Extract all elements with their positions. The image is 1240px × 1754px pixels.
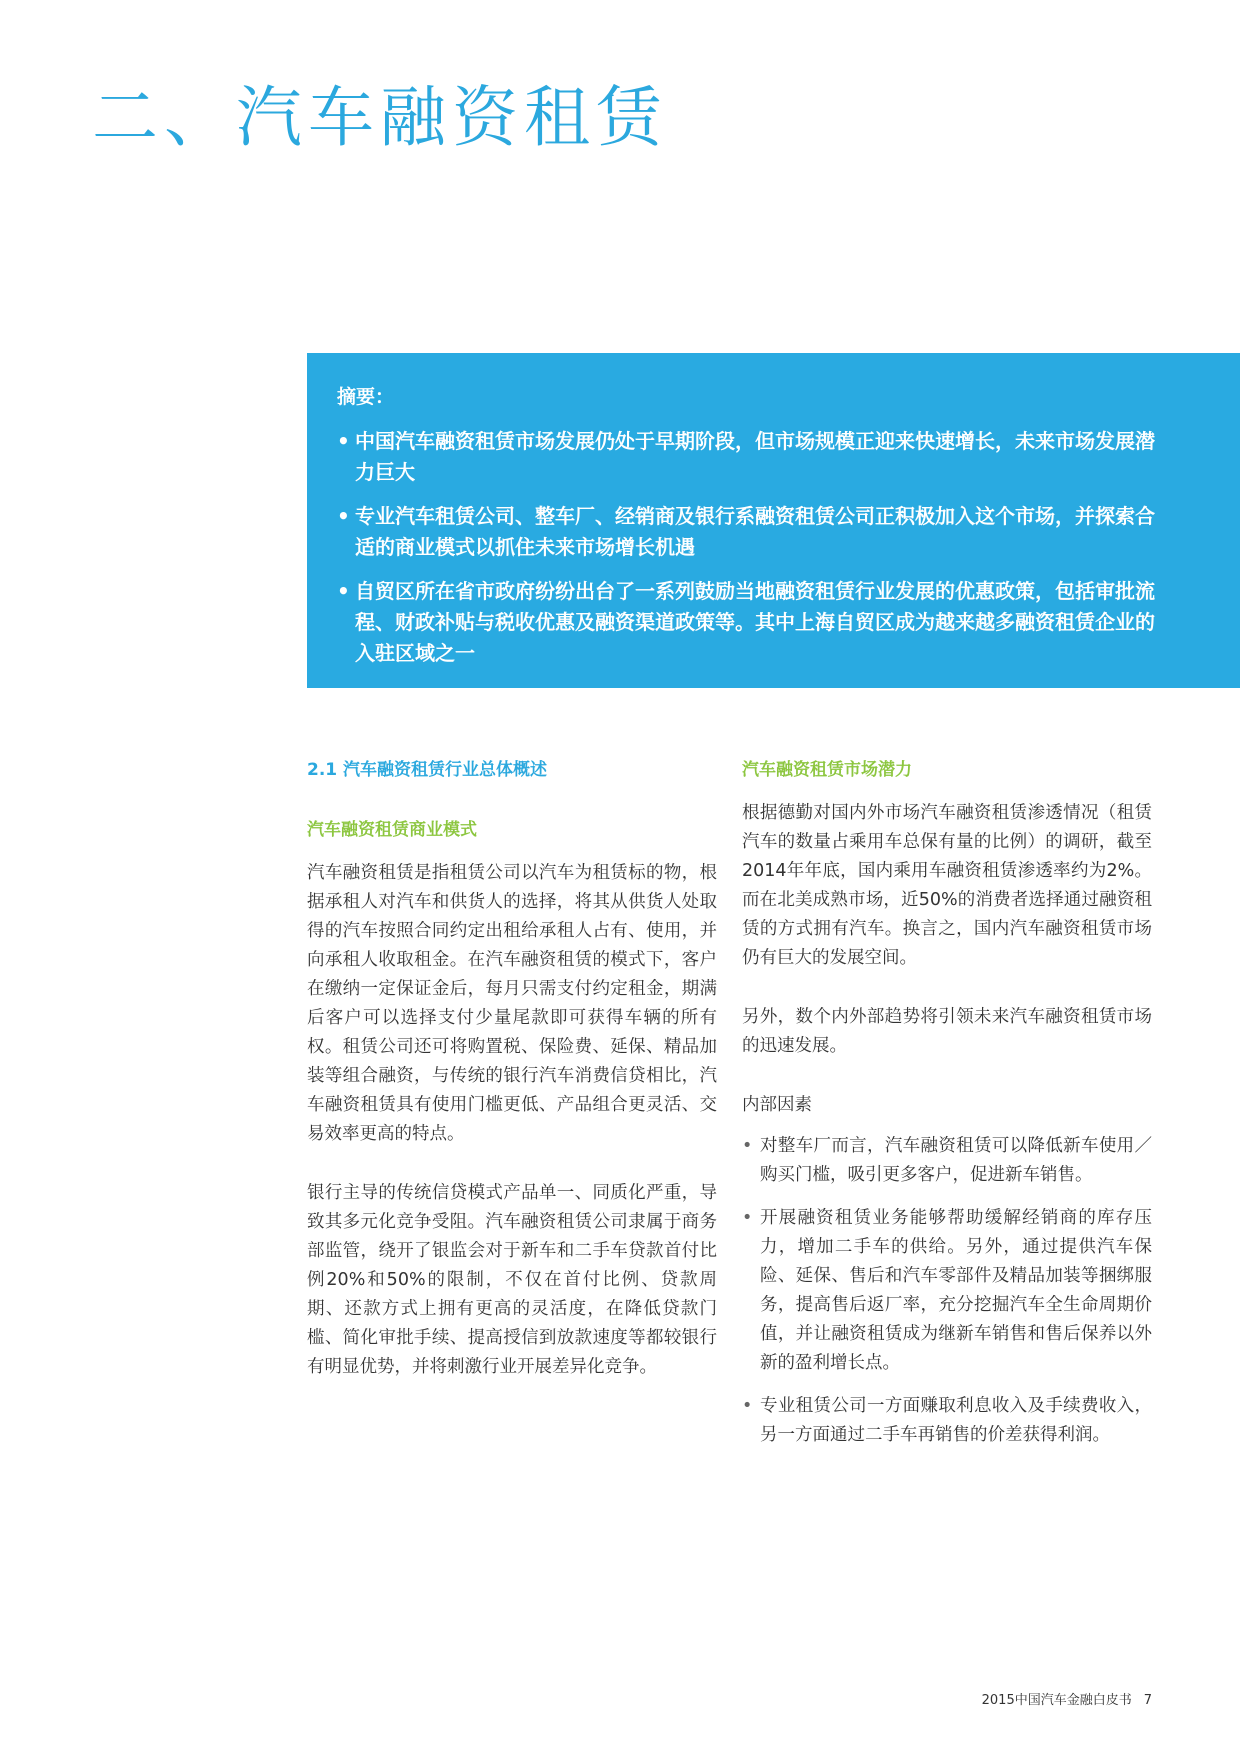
- body-paragraph: 银行主导的传统信贷模式产品单一、同质化严重，导致其多元化竞争受阻。汽车融资租赁公司隶属于商务部监管，绕开了银监会对于新车和二手车贷款首付比例20%和50%的限制，不仅在首付比例、贷款周期、还款方式上拥有更高的灵活度，在降低贷款门槛、简化审批手续、提高授信到放款速度等都较银行有明显优势，并将刺激行业开展差异化竞争。: [307, 1183, 717, 1377]
- summary-heading: 摘要：: [337, 386, 395, 408]
- list-item: • 开展融资租赁业务能够帮助缓解经销商的库存压力，增加二手车的供给。另外，通过提供汽车保险、延保、售后和汽车零部件及精品加装等捆绑服务，提高售后返厂率，充分挖掘汽车全生命周期价值，并让融资租赁成为继新车销售和售后保养以外新的盈利增长点。: [742, 1204, 1152, 1378]
- market-potential-heading: 汽车融资租赁市场潜力: [742, 760, 912, 780]
- section-title: 2.1 汽车融资租赁行业总体概述: [307, 760, 548, 780]
- body-paragraph: 汽车融资租赁是指租赁公司以汽车为租赁标的物，根据承租人对汽车和供货人的选择，将其从供货人处取得的汽车按照合同约定出租给承租人占有、使用，并向承租人收取租金。在汽车融资租赁的模式下，客户在缴纳一定保证金后，每月只需支付约定租金，期满后客户可以选择支付少量尾款即可获得车辆的所有权。租赁公司还可将购置税、保险费、延保、精品加装等组合融资，与传统的银行汽车消费信贷相比，汽车融资租赁具有使用门槛更低、产品组合更灵活、交易效率更高的特点。: [307, 863, 717, 1144]
- business-model-heading: 汽车融资租赁商业模式: [307, 820, 477, 840]
- internal-factors-list: [742, 1132, 1152, 1450]
- body-paragraph: 根据德勤对国内外市场汽车融资租赁渗透情况（租赁汽车的数量占乘用车总保有量的比例）的调研，截至2014年年底，国内乘用车融资租赁渗透率约为2%。而在北美成熟市场，近50%的消费者选择通过融资租赁的方式拥有汽车。换言之，国内汽车融资租赁市场仍有巨大的发展空间。: [742, 803, 1152, 968]
- summary-box: [307, 353, 1240, 688]
- page-number: 7: [1143, 1693, 1152, 1708]
- internal-factors-heading: 内部因素: [742, 1095, 812, 1115]
- publication-title: 2015中国汽车金融白皮书: [981, 1693, 1132, 1708]
- chapter-title: 二、汽车融资租赁: [92, 79, 668, 156]
- summary-item: • 专业汽车租赁公司、整车厂、经销商及银行系融资租赁公司正积极加入这个市场，并探索合适的商业模式以抓住未来市场增长机遇: [337, 501, 1160, 563]
- summary-item: • 中国汽车融资租赁市场发展仍处于早期阶段，但市场规模正迎来快速增长，未来市场发展潜力巨大: [337, 426, 1160, 488]
- list-item: • 专业租赁公司一方面赚取利息收入及手续费收入，另一方面通过二手车再销售的价差获得利润。: [742, 1392, 1152, 1450]
- left-column: [307, 755, 717, 1412]
- list-item: • 对整车厂而言，汽车融资租赁可以降低新车使用／购买门槛，吸引更多客户，促进新车销售。: [742, 1132, 1152, 1190]
- right-column: [742, 755, 1152, 1464]
- page-footer: [982, 1689, 1152, 1708]
- body-paragraph: 另外，数个内外部趋势将引领未来汽车融资租赁市场的迅速发展。: [742, 1007, 1152, 1056]
- summary-list: [337, 426, 1160, 669]
- summary-item: • 自贸区所在省市政府纷纷出台了一系列鼓励当地融资租赁行业发展的优惠政策，包括审批流程、财政补贴与税收优惠及融资渠道政策等。其中上海自贸区成为越来越多融资租赁企业的入驻区域之一: [337, 576, 1160, 669]
